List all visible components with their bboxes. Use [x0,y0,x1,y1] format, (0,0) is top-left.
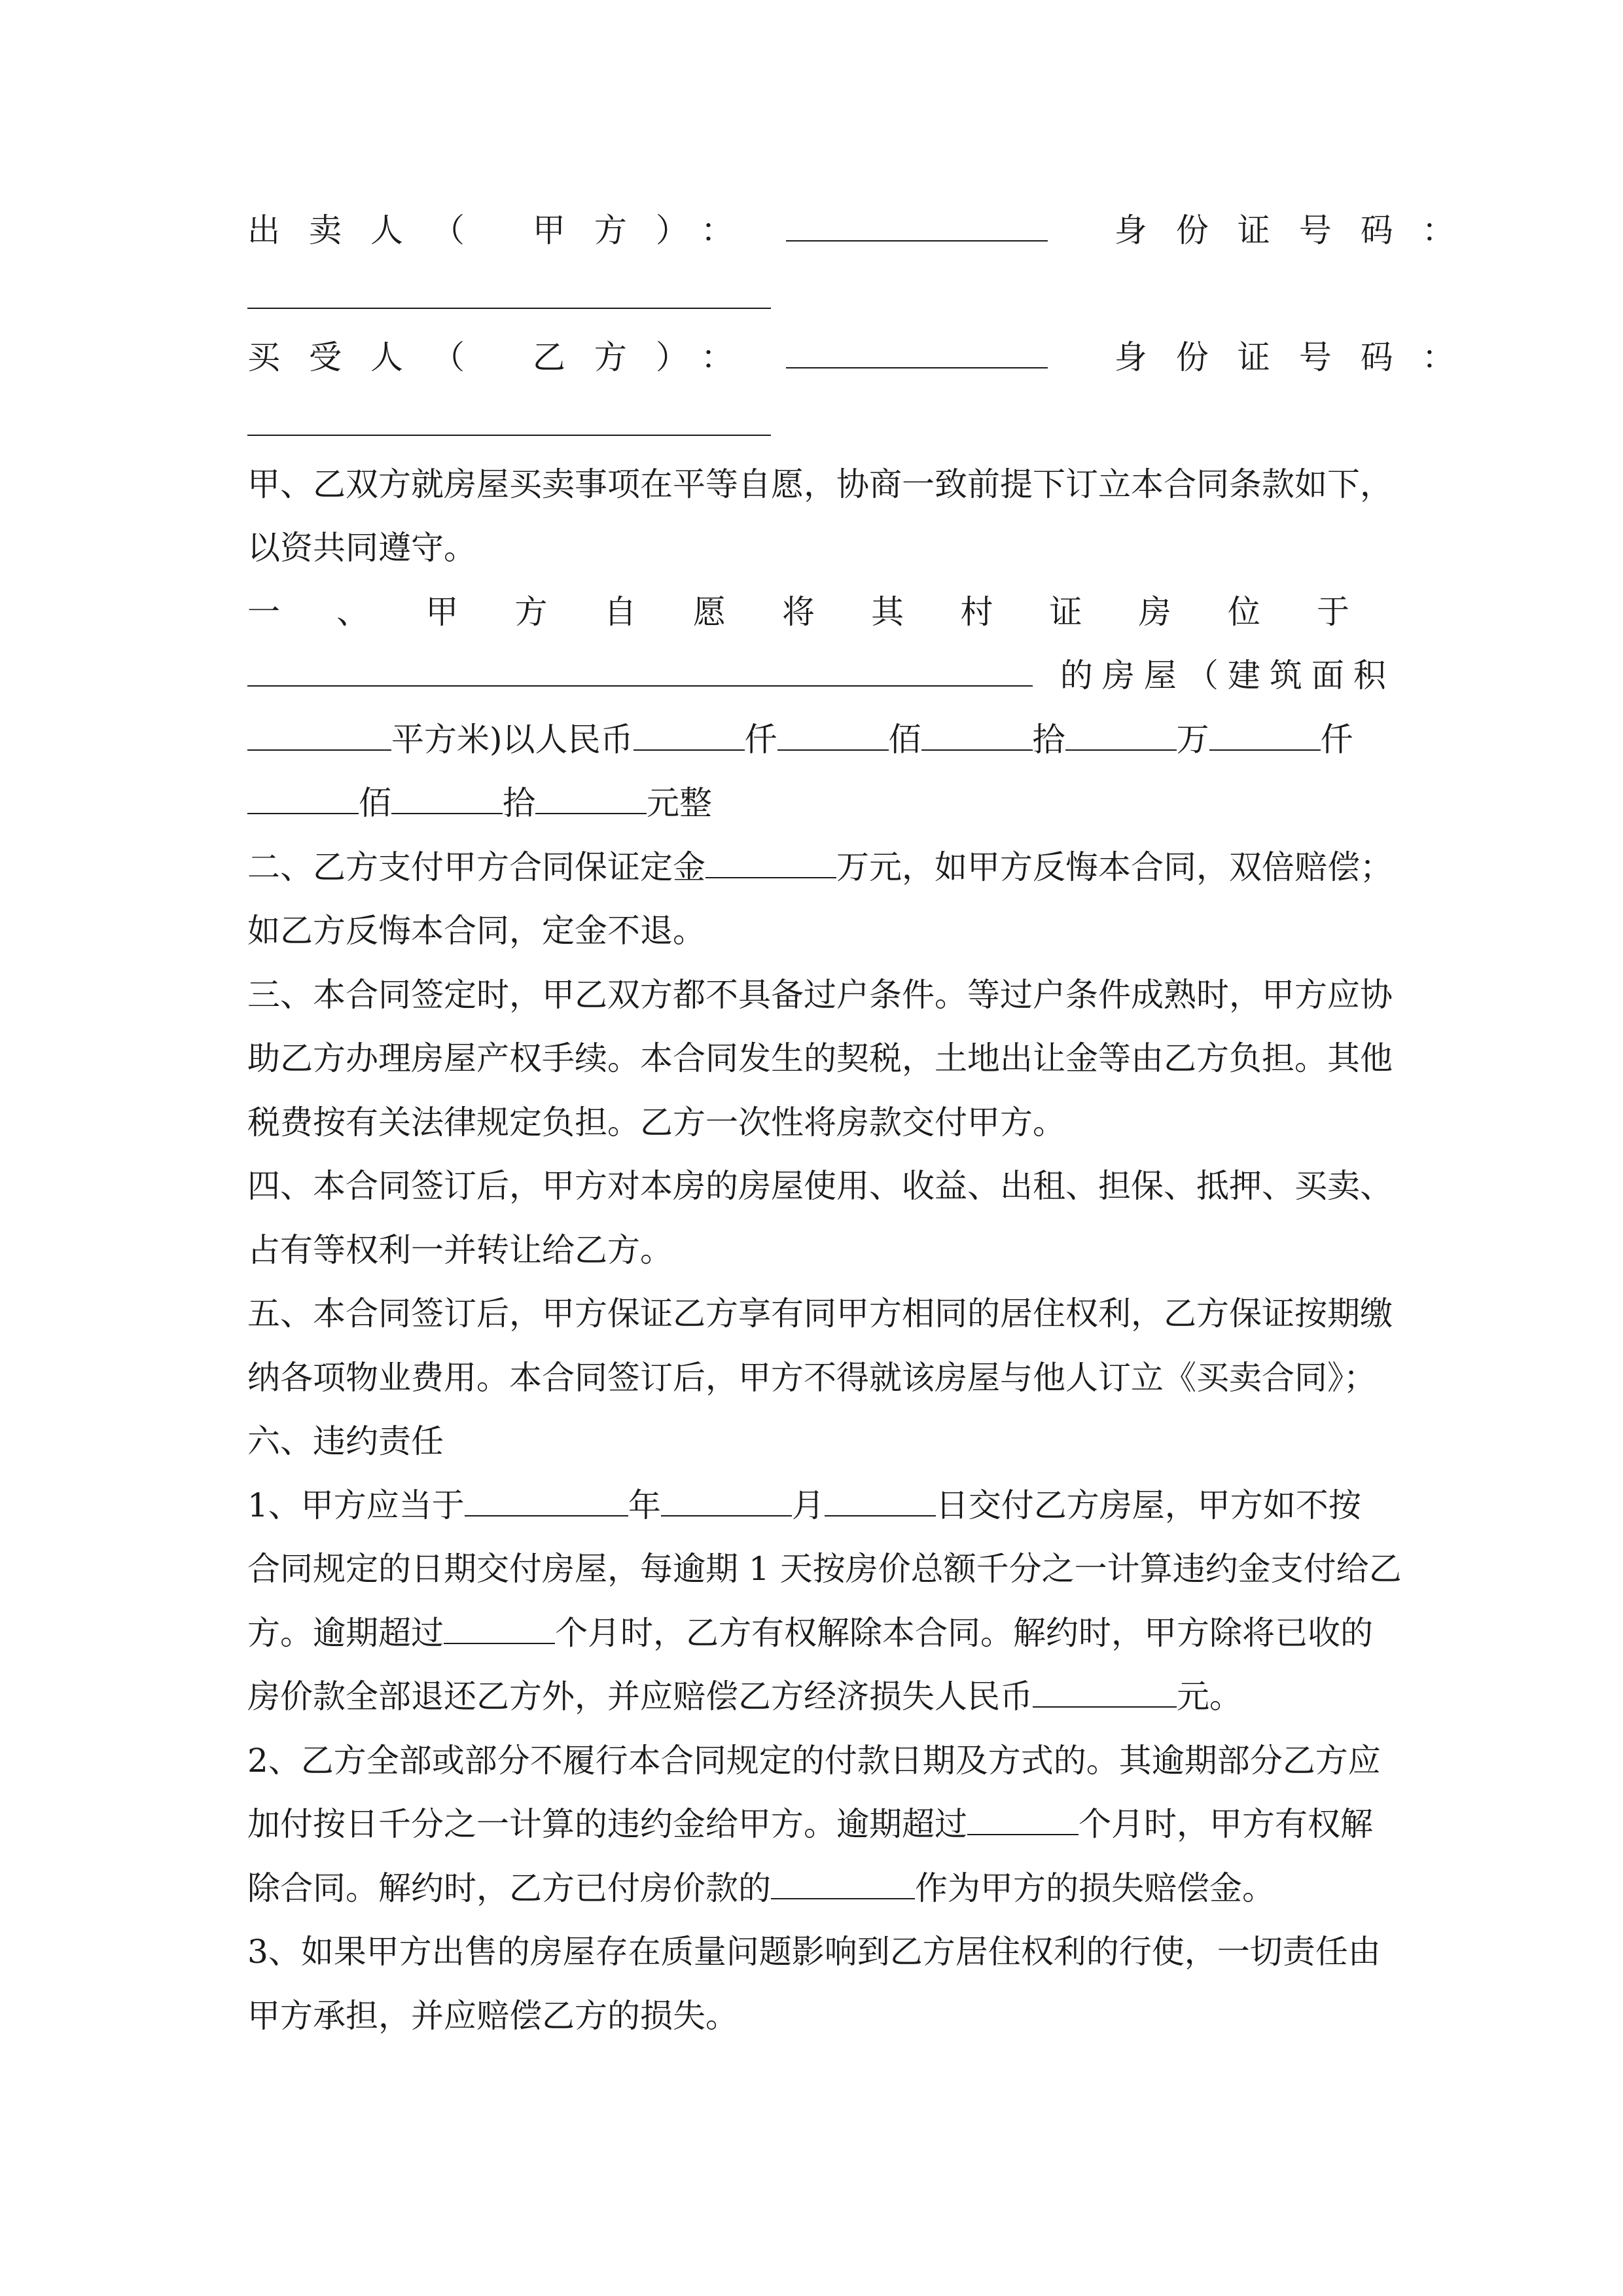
clause1-ending: 元整 [647,784,712,822]
item1-text-a: 1、甲方应当于 [247,1486,465,1524]
overdue-months-blank-2[interactable] [967,1804,1079,1835]
delivery-month-blank[interactable] [661,1485,792,1516]
amount-blank-5[interactable] [1209,719,1321,751]
clause5-line-1: 五、本合同签订后，甲方保证乙方享有同甲方相同的居住权利，乙方保证按期缴 [247,1295,1393,1333]
amount-blank-2[interactable] [777,719,889,751]
unit-label-2: 佰 [888,721,921,759]
preamble-line-2: 以资共同遵守。 [247,529,476,567]
clause6-item3-line-2: 甲方承担，并应赔偿乙方的损失。 [247,1997,738,2035]
clause2-line-1 [247,846,1393,888]
amount-blank-6[interactable] [247,783,359,814]
item1-year-label: 年 [628,1486,661,1524]
clause2-line-2: 如乙方反悔本合同，定金不退。 [247,912,705,950]
amount-blank-4[interactable] [1065,719,1177,751]
paid-portion-blank[interactable] [771,1868,915,1899]
clause6-item2-line-2 [247,1803,1373,1845]
unit-label-4: 万 [1176,721,1209,759]
delivery-day-blank[interactable] [825,1485,936,1516]
clause2-text-a: 二、乙方支付甲方合同保证定金 [247,848,705,886]
clause1-head-text: 一、甲方自愿将其村证房位于 [247,593,1393,631]
item1-line3-b: 个月时，乙方有权解除本合同。解约时，甲方除将已收的 [555,1614,1373,1652]
unit-label-1: 仟 [744,721,777,759]
clause1-location-tail: 的房屋（建筑面积 [1060,656,1395,694]
item1-month-label: 月 [791,1486,825,1524]
unit-label-7: 拾 [503,784,535,822]
seller-label: 出卖人（ 甲方）： [247,211,762,249]
unit-label-6: 佰 [359,784,391,822]
amount-blank-3[interactable] [921,719,1033,751]
overdue-months-blank-1[interactable] [444,1613,555,1644]
unit-label-3: 拾 [1032,721,1065,759]
clause6-item2-line-3 [247,1867,1275,1909]
buyer-id-label: 身份证号码： [1114,338,1484,376]
item2-line3-a: 除合同。解约时，乙方已付房价款的 [247,1869,771,1907]
amount-blank-8[interactable] [535,783,647,814]
clause1-location-blank[interactable] [247,655,1033,687]
preamble-line-1: 甲、乙双方就房屋买卖事项在平等自愿，协商一致前提下订立本合同条款如下， [247,465,1393,503]
clause1-location-row [247,655,1393,696]
clause6-item1-line-1 [247,1484,1361,1526]
deposit-blank[interactable] [705,847,836,878]
compensation-blank[interactable] [1033,1676,1177,1708]
clause6-item2-line-1: 2、乙方全部或部分不履行本合同规定的付款日期及方式的。其逾期部分乙方应 [247,1742,1381,1780]
item1-line3-a: 方。逾期超过 [247,1614,444,1652]
clause3-line-2: 助乙方办理房屋产权手续。本合同发生的契税，土地出让金等由乙方负担。其他 [247,1039,1393,1077]
unit-label-5: 仟 [1320,721,1353,759]
delivery-year-blank[interactable] [465,1485,628,1516]
item2-line2-a: 加付按日千分之一计算的违约金给甲方。逾期超过 [247,1805,967,1843]
item1-day-tail: 日交付乙方房屋，甲方如不按 [935,1486,1361,1524]
clause4-line-2: 占有等权利一并转让给乙方。 [247,1231,673,1269]
buyer-id-blank[interactable] [247,435,771,436]
seller-name-blank[interactable] [786,210,1048,242]
clause1-head [247,591,1393,633]
clause1-area-blank[interactable] [247,719,391,751]
clause4-line-1: 四、本合同签订后，甲方对本房的房屋使用、收益、出租、担保、抵押、买卖、 [247,1167,1393,1205]
clause1-price-row-2 [247,782,712,824]
amount-blank-1[interactable] [633,719,745,751]
seller-id-blank[interactable] [247,308,771,309]
amount-blank-7[interactable] [391,783,503,814]
item2-line3-b: 作为甲方的损失赔偿金。 [915,1869,1275,1907]
clause3-line-1: 三、本合同签定时，甲乙双方都不具备过户条件。等过户条件成熟时，甲方应协 [247,976,1393,1014]
clause3-line-3: 税费按有关法律规定负担。乙方一次性将房款交付甲方。 [247,1103,1065,1141]
buyer-name-blank[interactable] [786,337,1048,368]
clause2-text-b: 万元，如甲方反悔本合同，双倍赔偿； [836,848,1393,886]
clause6-title: 六、违约责任 [247,1422,444,1460]
item1-line4-b: 元。 [1177,1677,1242,1715]
item2-line2-b: 个月时，甲方有权解 [1079,1805,1373,1843]
clause1-price-row [247,719,1353,761]
clause6-item3-line-1: 3、如果甲方出售的房屋存在质量问题影响到乙方居住权利的行使，一切责任由 [247,1933,1381,1971]
clause5-line-2: 纳各项物业费用。本合同签订后，甲方不得就该房屋与他人订立《买卖合同》； [247,1359,1376,1397]
buyer-label: 买受人（ 乙方）： [247,338,762,376]
seller-row [247,209,1484,251]
clause6-item1-line-3 [247,1612,1373,1654]
item1-line4-a: 房价款全部退还乙方外，并应赔偿乙方经济损失人民币 [247,1677,1033,1715]
seller-id-label: 身份证号码： [1114,211,1484,249]
clause6-item1-line-4 [247,1676,1242,1717]
buyer-row [247,336,1484,378]
clause1-area-unit: 平方米)以人民币 [391,721,633,759]
clause6-item1-line-2: 合同规定的日期交付房屋，每逾期 1 天按房价总额千分之一计算违约金支付给乙 [247,1550,1402,1588]
